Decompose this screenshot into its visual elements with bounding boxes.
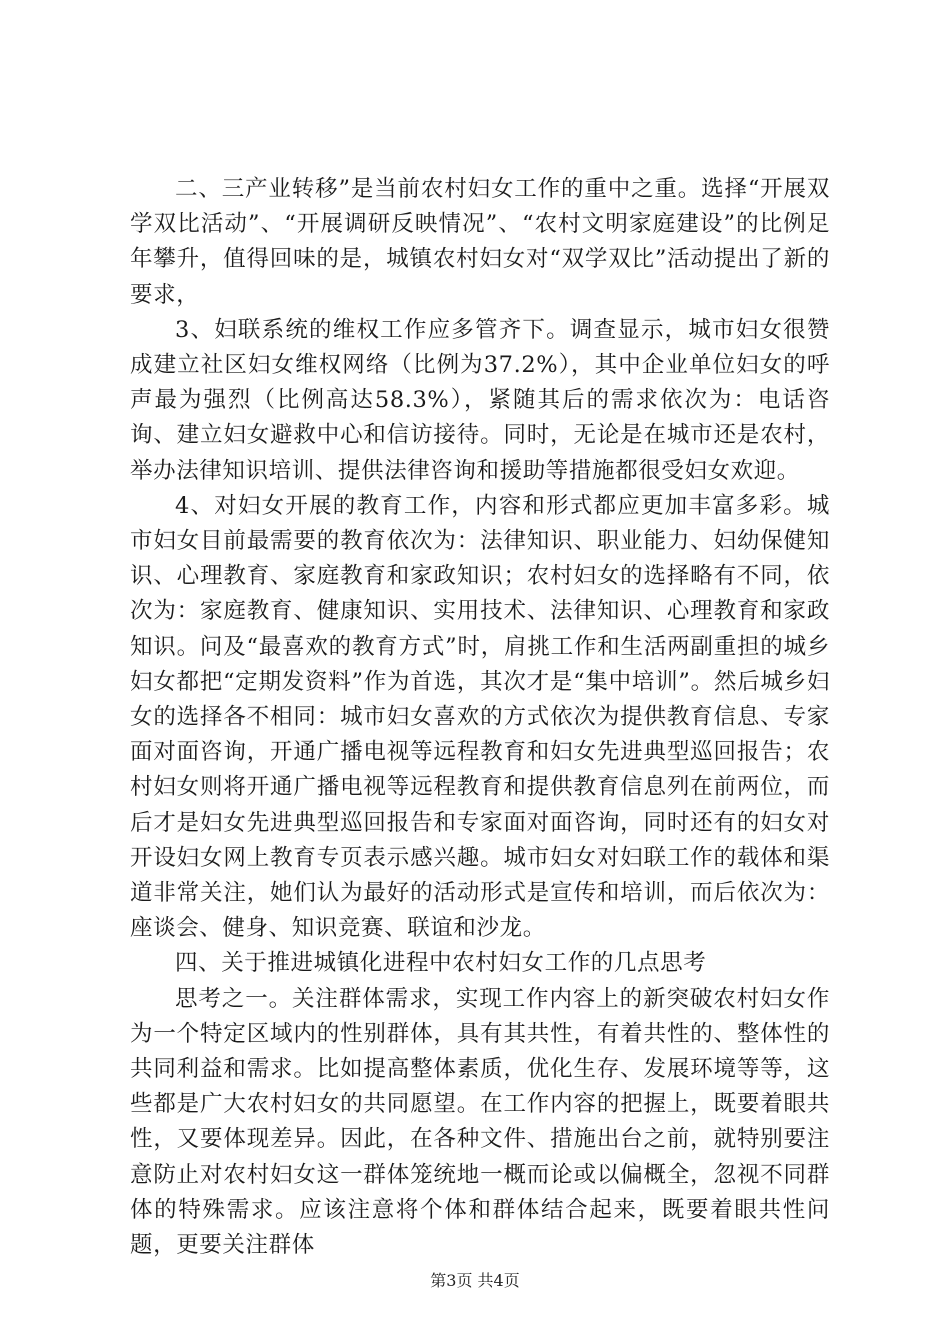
section-heading-four: 四、关于推进城镇化进程中农村妇女工作的几点思考 bbox=[175, 950, 707, 977]
paragraph-rights-protection: 3、妇联系统的维权工作应多管齐下。调查显示，城市妇女很赞成建立社区妇女维权网络（比例为37.2%），其中企业单位妇女的呼声最为强烈（比例高达58.3%），紧随其后的需求依次为：电话咨询、建立妇女避救中心和信访接待。同时，无论是在城市还是农村，举办法律知识培训、提供法律咨询和援助等措施都很受妇女欢迎。 bbox=[130, 316, 830, 484]
document-body bbox=[130, 172, 830, 1263]
paragraph-industry-transfer: 二、三产业转移”是当前农村妇女工作的重中之重。选择“开展双学双比活动”、“开展调研反映情况”、“农村文明家庭建设”的比例足年攀升，值得回味的是，城镇农村妇女对“双学双比”活动提出了新的要求， bbox=[130, 176, 830, 308]
paragraph-reflection-one: 思考之一。关注群体需求，实现工作内容上的新突破农村妇女作为一个特定区域内的性别群体，具有其共性，有着共性的、整体性的共同利益和需求。比如提高整体素质，优化生存、发展环境等等，这些都是广大农村妇女的共同愿望。在工作内容的把握上，既要着眼共性，又要体现差异。因此，在各种文件、措施出台之前，就特别要注意防止对农村妇女这一群体笼统地一概而论或以偏概全，忽视不同群体的特殊需求。应该注意将个体和群体结合起来，既要着眼共性问题，更要关注群体 bbox=[130, 985, 830, 1259]
page-footer: 第3页 共4页 bbox=[430, 1271, 520, 1290]
paragraph-education-work: 4、对妇女开展的教育工作，内容和形式都应更加丰富多彩。城市妇女目前最需要的教育依次为：法律知识、职业能力、妇幼保健知识、心理教育、家庭教育和家政知识；农村妇女的选择略有不同，依次为：家庭教育、健康知识、实用技术、法律知识、心理教育和家政知识。问及“最喜欢的教育方式”时，肩挑工作和生活两副重担的城乡妇女都把“定期发资料”作为首选，其次才是“集中培训”。然后城乡妇女的选择各不相同：城市妇女喜欢的方式依次为提供教育信息、专家面对面咨询，开通广播电视等远程教育和妇女先进典型巡回报告；农村妇女则将开通广播电视等远程教育和提供教育信息列在前两位，而后才是妇女先进典型巡回报告和专家面对面咨询，同时还有的妇女对开设妇女网上教育专页表示感兴趣。城市妇女对妇联工作的载体和渠道非常关注，她们认为最好的活动形式是宣传和培训，而后依次为：座谈会、健身、知识竞赛、联谊和沙龙。 bbox=[130, 492, 830, 942]
